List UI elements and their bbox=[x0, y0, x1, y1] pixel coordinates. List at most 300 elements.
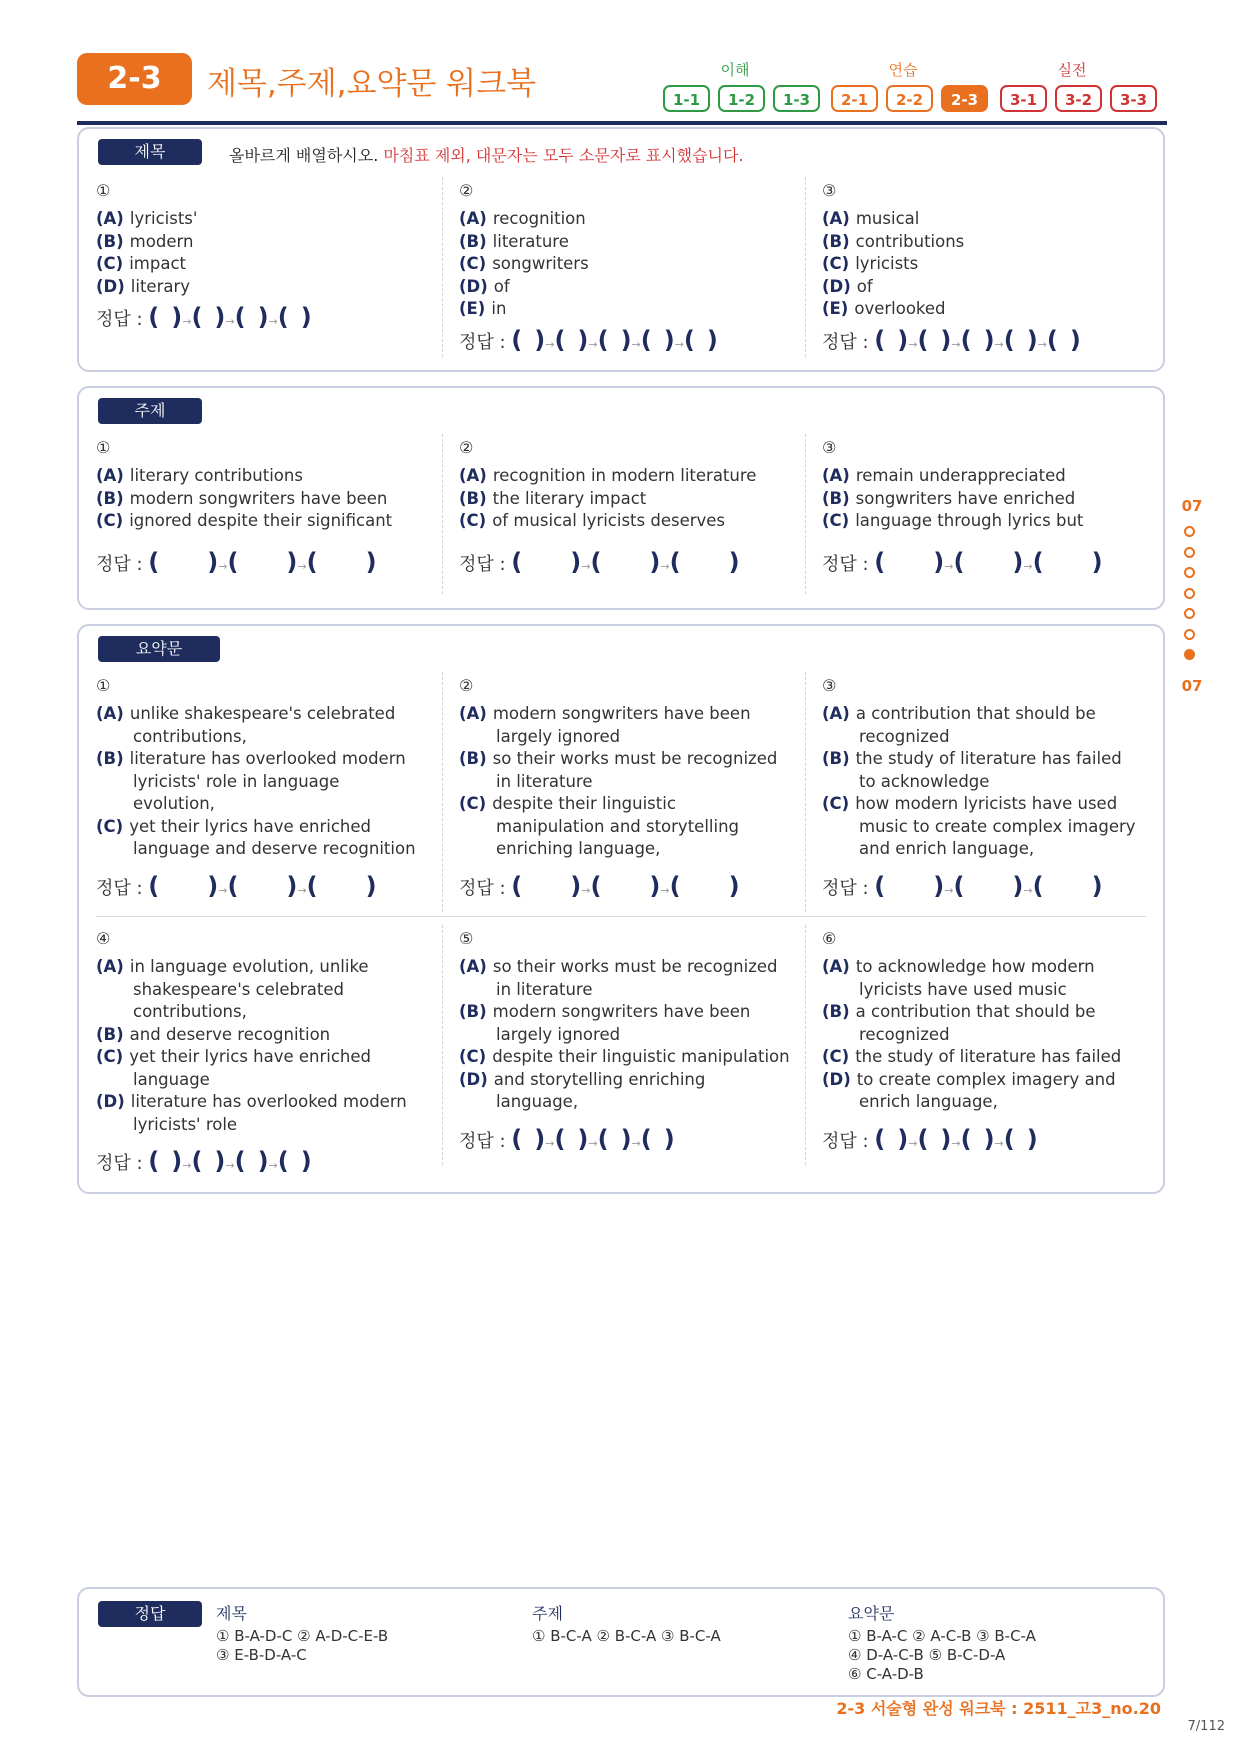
option-text: literature has overlooked modern bbox=[130, 1092, 407, 1111]
arrow-icon: → bbox=[581, 883, 591, 897]
option-line bbox=[822, 511, 1083, 530]
option-text: literary bbox=[130, 276, 191, 296]
option-letter: (D) bbox=[822, 276, 851, 296]
answer-blank[interactable]: ( ) bbox=[960, 1124, 995, 1153]
answer-blank[interactable]: ( ) bbox=[683, 325, 718, 354]
option-line bbox=[459, 704, 751, 723]
answer-label: 정답 : bbox=[459, 877, 512, 899]
option-line bbox=[459, 466, 756, 485]
answer-blank[interactable]: ( ) bbox=[511, 325, 546, 354]
option-text: yet their lyrics have enriched bbox=[129, 1047, 372, 1066]
option-text: of bbox=[856, 276, 873, 296]
option-text: of bbox=[493, 276, 510, 296]
option-line bbox=[96, 254, 186, 273]
column-divider bbox=[442, 672, 443, 912]
option-text: lyricists' role in language bbox=[133, 771, 340, 791]
answer-slots[interactable] bbox=[459, 326, 718, 354]
answer-blank[interactable]: ( ) bbox=[234, 303, 269, 331]
option-letter: (C) bbox=[96, 511, 124, 530]
option-line bbox=[496, 1025, 620, 1044]
level-tab-1-2[interactable]: 1-2 bbox=[718, 85, 765, 112]
question-number: ② bbox=[459, 181, 474, 200]
level-tab-1-3[interactable]: 1-3 bbox=[773, 85, 820, 112]
answer-blank[interactable]: ( ) bbox=[1032, 547, 1103, 576]
option-text: shakespeare's celebrated bbox=[133, 979, 344, 999]
arrow-icon: → bbox=[1037, 337, 1047, 351]
option-line bbox=[496, 727, 620, 746]
title-panel bbox=[77, 127, 1165, 372]
option-line bbox=[459, 489, 646, 508]
option-text: largely ignored bbox=[496, 726, 621, 746]
option-text: recognized bbox=[859, 1024, 950, 1044]
answer-title-heading: 제목 bbox=[216, 1604, 247, 1623]
answer-blank[interactable]: ( ) bbox=[960, 325, 995, 354]
column-divider bbox=[805, 672, 806, 912]
question-number: ② bbox=[459, 676, 474, 695]
side-nav-bottom: 07 bbox=[1181, 677, 1203, 695]
answer-blank[interactable]: ( ) bbox=[874, 1124, 909, 1153]
option-line bbox=[96, 1047, 371, 1066]
answer-blank[interactable]: ( ) bbox=[640, 1124, 675, 1153]
option-text: in language evolution, unlike bbox=[129, 957, 369, 976]
answer-blank[interactable]: ( ) bbox=[917, 325, 952, 354]
arrow-icon: → bbox=[908, 1136, 918, 1150]
option-line bbox=[822, 1070, 1116, 1089]
option-line bbox=[96, 817, 371, 836]
option-text: so their works must be recognized bbox=[492, 749, 778, 768]
option-line bbox=[822, 1047, 1121, 1066]
answer-blank[interactable]: ( ) bbox=[953, 547, 1024, 576]
answer-blank[interactable]: ( ) bbox=[227, 871, 298, 900]
option-text: the study of literature has failed bbox=[855, 749, 1122, 768]
option-line bbox=[96, 1025, 330, 1044]
option-line bbox=[496, 817, 739, 836]
arrow-icon: → bbox=[268, 1159, 278, 1172]
instruction bbox=[229, 143, 744, 166]
option-line bbox=[459, 232, 569, 251]
question-number: ⑤ bbox=[459, 929, 474, 948]
option-line bbox=[459, 209, 586, 228]
option-letter: (A) bbox=[822, 466, 850, 485]
answer-blank[interactable]: ( ) bbox=[277, 303, 312, 331]
answer-blank[interactable]: ( ) bbox=[874, 547, 945, 576]
answer-label: 정답 : bbox=[822, 877, 875, 899]
option-line bbox=[822, 1002, 1096, 1021]
arrow-icon: → bbox=[1023, 559, 1033, 573]
topic-panel bbox=[77, 386, 1165, 610]
option-letter: (A) bbox=[96, 704, 124, 723]
side-nav-dot[interactable] bbox=[1184, 629, 1195, 640]
side-nav-dot[interactable] bbox=[1184, 588, 1195, 599]
answer-blank[interactable]: ( ) bbox=[277, 1147, 312, 1175]
level-tab-2-3[interactable]: 2-3 bbox=[941, 85, 988, 112]
option-text: language, bbox=[496, 1092, 579, 1111]
answer-blank[interactable]: ( ) bbox=[227, 547, 298, 576]
option-letter: (A) bbox=[459, 209, 487, 228]
footer-text: 2-3 서술형 완성 워크북 : 2511_고3_no.20 bbox=[836, 1699, 1161, 1718]
answer-blank[interactable]: ( ) bbox=[1032, 871, 1103, 900]
answer-blank[interactable]: ( ) bbox=[511, 547, 582, 576]
option-line bbox=[96, 277, 190, 296]
answer-blank[interactable]: ( ) bbox=[874, 871, 945, 900]
option-text: musical bbox=[855, 209, 920, 228]
topic-tag: 주제 bbox=[98, 398, 202, 424]
option-letter: (E) bbox=[822, 299, 849, 318]
option-letter: (B) bbox=[822, 231, 850, 251]
arrow-icon: → bbox=[268, 315, 278, 328]
instruction-note: 마침표 제외, 대문자는 모두 소문자로 표시했습니다. bbox=[383, 146, 744, 165]
answer-slots[interactable] bbox=[459, 548, 740, 576]
option-line bbox=[859, 1092, 998, 1111]
option-letter: (C) bbox=[96, 254, 124, 273]
answer-line: ⑥ C-A-D-B bbox=[848, 1665, 924, 1683]
answer-blank[interactable]: ( ) bbox=[874, 325, 909, 354]
option-line bbox=[822, 749, 1122, 768]
option-text: a contribution that should be bbox=[855, 1002, 1096, 1021]
option-letter: (A) bbox=[96, 209, 124, 228]
answer-label: 정답 : bbox=[96, 309, 149, 330]
level-tab-3-2[interactable]: 3-2 bbox=[1055, 85, 1102, 112]
option-text: lyricists have used music bbox=[859, 979, 1067, 999]
option-text: ignored despite their significant bbox=[129, 511, 393, 530]
option-letter: (B) bbox=[822, 749, 850, 768]
option-letter: (D) bbox=[459, 276, 488, 296]
option-letter: (B) bbox=[459, 1002, 487, 1021]
option-text: contributions bbox=[855, 231, 965, 251]
answer-label: 정답 : bbox=[96, 1153, 149, 1174]
level-tab-2-2[interactable]: 2-2 bbox=[886, 85, 933, 112]
answer-blank[interactable]: ( ) bbox=[148, 547, 219, 576]
option-line bbox=[822, 254, 918, 273]
page-number: 7/112 bbox=[1187, 1719, 1225, 1734]
arrow-icon: → bbox=[944, 559, 954, 573]
answer-blank[interactable]: ( ) bbox=[191, 1147, 226, 1175]
answer-blank[interactable]: ( ) bbox=[306, 547, 377, 576]
header-divider bbox=[77, 121, 1167, 125]
arrow-icon: → bbox=[674, 337, 684, 351]
arrow-icon: → bbox=[545, 1136, 555, 1150]
column-divider bbox=[442, 434, 443, 594]
option-text: songwriters have enriched bbox=[855, 488, 1076, 508]
option-text: language bbox=[133, 1069, 210, 1089]
arrow-icon: → bbox=[297, 559, 307, 573]
option-text: contributions, bbox=[133, 1002, 247, 1021]
option-line bbox=[822, 232, 964, 251]
answer-slots[interactable] bbox=[822, 1125, 1038, 1153]
answer-blank[interactable]: ( ) bbox=[511, 871, 582, 900]
answer-blank[interactable]: ( ) bbox=[1003, 1124, 1038, 1153]
answer-key-panel bbox=[77, 1587, 1165, 1697]
option-letter: (D) bbox=[459, 1069, 488, 1089]
answer-label: 정답 : bbox=[459, 1130, 512, 1152]
arrow-icon: → bbox=[951, 1136, 961, 1150]
option-line bbox=[96, 749, 406, 768]
option-text: the study of literature has failed bbox=[855, 1047, 1122, 1066]
option-text: remain underappreciated bbox=[855, 466, 1066, 485]
option-line bbox=[859, 839, 1034, 858]
option-text: and deserve recognition bbox=[129, 1024, 331, 1044]
option-letter: (A) bbox=[459, 466, 487, 485]
arrow-icon: → bbox=[660, 559, 670, 573]
option-text: manipulation and storytelling bbox=[496, 816, 740, 836]
answer-slots[interactable] bbox=[822, 548, 1103, 576]
option-line bbox=[496, 980, 592, 999]
question-number: ③ bbox=[822, 438, 837, 457]
answer-blank[interactable]: ( ) bbox=[597, 1124, 632, 1153]
page-title: 제목,주제,요약문 워크북 bbox=[207, 66, 537, 102]
level-tab-3-1[interactable]: 3-1 bbox=[1000, 85, 1047, 112]
option-letter: (A) bbox=[459, 704, 487, 723]
arrow-icon: → bbox=[994, 337, 1004, 351]
option-letter: (B) bbox=[822, 488, 850, 508]
option-line bbox=[96, 704, 395, 723]
answer-label: 정답 : bbox=[822, 331, 875, 353]
option-line bbox=[133, 1070, 210, 1089]
level-group-label-2: 실전 bbox=[1057, 61, 1087, 79]
option-line bbox=[133, 1115, 237, 1134]
answer-slots[interactable] bbox=[96, 548, 377, 576]
column-divider bbox=[805, 434, 806, 594]
option-text: so their works must be recognized bbox=[492, 957, 778, 976]
option-line bbox=[96, 1092, 407, 1111]
option-line bbox=[859, 980, 1067, 999]
answer-blank[interactable]: ( ) bbox=[590, 871, 661, 900]
option-line bbox=[96, 511, 392, 530]
option-text: and enrich language, bbox=[859, 839, 1035, 858]
answer-blank[interactable]: ( ) bbox=[306, 871, 377, 900]
option-line bbox=[496, 772, 592, 791]
question-number: ② bbox=[459, 438, 474, 457]
answer-blank[interactable]: ( ) bbox=[554, 1124, 589, 1153]
answer-label: 정답 : bbox=[96, 553, 149, 575]
option-text: music to create complex imagery bbox=[859, 816, 1136, 836]
option-line bbox=[96, 466, 303, 485]
option-text: lyricists' bbox=[129, 209, 198, 228]
answer-blank[interactable]: ( ) bbox=[191, 303, 226, 331]
option-letter: (D) bbox=[96, 276, 125, 296]
answer-blank[interactable]: ( ) bbox=[1046, 325, 1081, 354]
answer-blank[interactable]: ( ) bbox=[148, 1147, 183, 1175]
answer-summary-heading: 요약문 bbox=[848, 1604, 895, 1623]
option-text: in bbox=[491, 299, 507, 318]
answer-slots[interactable] bbox=[822, 326, 1081, 354]
option-line bbox=[496, 1092, 578, 1111]
arrow-icon: → bbox=[297, 883, 307, 897]
option-letter: (C) bbox=[822, 794, 850, 813]
arrow-icon: → bbox=[588, 1136, 598, 1150]
option-line bbox=[133, 1002, 247, 1021]
option-letter: (C) bbox=[96, 816, 124, 836]
arrow-icon: → bbox=[631, 1136, 641, 1150]
option-letter: (C) bbox=[459, 1047, 487, 1066]
option-text: language through lyrics but bbox=[855, 511, 1084, 530]
option-text: modern bbox=[129, 231, 194, 251]
option-text: modern songwriters have been bbox=[129, 488, 388, 508]
answer-blank[interactable]: ( ) bbox=[1003, 325, 1038, 354]
answer-slots[interactable] bbox=[96, 1147, 312, 1175]
answer-blank[interactable]: ( ) bbox=[669, 871, 740, 900]
option-text: literature bbox=[492, 231, 569, 251]
option-line bbox=[859, 727, 950, 746]
option-letter: (B) bbox=[459, 488, 487, 508]
answer-blank[interactable]: ( ) bbox=[148, 303, 183, 331]
option-text: to create complex imagery and bbox=[856, 1069, 1116, 1089]
option-text: the literary impact bbox=[492, 488, 647, 508]
answer-topic-heading: 주제 bbox=[532, 1604, 563, 1623]
option-letter: (C) bbox=[459, 794, 487, 813]
option-text: in literature bbox=[496, 771, 593, 791]
option-letter: (D) bbox=[96, 1092, 125, 1111]
summary-panel bbox=[77, 624, 1165, 1194]
option-line bbox=[459, 277, 510, 296]
level-tab-3-3[interactable]: 3-3 bbox=[1110, 85, 1157, 112]
arrow-icon: → bbox=[951, 337, 961, 351]
instruction-text: 올바르게 배열하시오. bbox=[229, 146, 379, 165]
answer-blank[interactable]: ( ) bbox=[590, 547, 661, 576]
arrow-icon: → bbox=[545, 337, 555, 351]
answer-blank[interactable]: ( ) bbox=[640, 325, 675, 354]
answer-blank[interactable]: ( ) bbox=[669, 547, 740, 576]
arrow-icon: → bbox=[1023, 883, 1033, 897]
arrow-icon: → bbox=[218, 559, 228, 573]
option-text: songwriters bbox=[492, 254, 589, 273]
arrow-icon: → bbox=[182, 1159, 192, 1172]
answer-blank[interactable]: ( ) bbox=[148, 871, 219, 900]
option-text: enriching language, bbox=[496, 839, 661, 858]
option-letter: (C) bbox=[822, 254, 850, 273]
answer-slots[interactable] bbox=[96, 872, 377, 900]
option-text: despite their linguistic bbox=[492, 794, 676, 813]
option-text: modern songwriters have been bbox=[492, 704, 751, 723]
option-line bbox=[133, 794, 215, 813]
column-divider bbox=[442, 925, 443, 1165]
option-text: yet their lyrics have enriched bbox=[129, 816, 372, 836]
option-letter: (A) bbox=[822, 957, 850, 976]
side-nav-dot[interactable] bbox=[1184, 567, 1195, 578]
option-line bbox=[459, 957, 778, 976]
option-line bbox=[459, 1047, 790, 1066]
option-letter: (B) bbox=[96, 1024, 124, 1044]
option-line bbox=[822, 299, 946, 318]
answer-slots[interactable] bbox=[822, 872, 1103, 900]
option-text: evolution, bbox=[133, 794, 215, 813]
answer-label: 정답 : bbox=[822, 553, 875, 575]
question-number: ① bbox=[96, 438, 111, 457]
option-text: recognition bbox=[492, 209, 586, 228]
question-number: ① bbox=[96, 181, 111, 200]
answer-blank[interactable]: ( ) bbox=[953, 871, 1024, 900]
option-line bbox=[859, 1025, 950, 1044]
option-text: unlike shakespeare's celebrated bbox=[129, 704, 396, 723]
option-text: contributions, bbox=[133, 726, 247, 746]
level-group-label-1: 연습 bbox=[888, 61, 918, 79]
option-line bbox=[822, 957, 1095, 976]
answer-blank[interactable]: ( ) bbox=[597, 325, 632, 354]
answer-blank[interactable]: ( ) bbox=[234, 1147, 269, 1175]
question-number: ④ bbox=[96, 929, 111, 948]
option-line bbox=[459, 749, 777, 768]
row-divider bbox=[96, 916, 1146, 917]
column-divider bbox=[442, 177, 443, 357]
option-line bbox=[822, 704, 1096, 723]
answer-label: 정답 : bbox=[96, 877, 149, 899]
option-line bbox=[822, 466, 1066, 485]
answer-slots[interactable] bbox=[96, 303, 312, 331]
option-text: despite their linguistic manipulation bbox=[492, 1047, 790, 1066]
answer-slots[interactable] bbox=[459, 1125, 675, 1153]
side-nav-dot[interactable] bbox=[1184, 526, 1195, 537]
option-letter: (E) bbox=[459, 299, 486, 318]
option-letter: (A) bbox=[459, 957, 487, 976]
option-line bbox=[96, 957, 369, 976]
option-letter: (C) bbox=[96, 1047, 124, 1066]
arrow-icon: → bbox=[225, 315, 235, 328]
option-letter: (A) bbox=[822, 209, 850, 228]
option-letter: (C) bbox=[459, 511, 487, 530]
question-number: ③ bbox=[822, 181, 837, 200]
option-text: enrich language, bbox=[859, 1092, 998, 1111]
answer-slots[interactable] bbox=[459, 872, 740, 900]
side-nav-dot[interactable] bbox=[1184, 547, 1195, 558]
arrow-icon: → bbox=[218, 883, 228, 897]
option-text: a contribution that should be bbox=[855, 704, 1096, 723]
level-group-label-0: 이해 bbox=[720, 61, 750, 79]
answer-label: 정답 : bbox=[459, 331, 512, 353]
arrow-icon: → bbox=[908, 337, 918, 351]
option-letter: (B) bbox=[822, 1002, 850, 1021]
option-letter: (A) bbox=[822, 704, 850, 723]
option-text: overlooked bbox=[854, 299, 946, 318]
option-line bbox=[459, 511, 725, 530]
level-tab-2-1[interactable]: 2-1 bbox=[831, 85, 878, 112]
option-line bbox=[822, 794, 1117, 813]
answer-line: ④ D-A-C-B ⑤ B-C-D-A bbox=[848, 1646, 1006, 1664]
option-line bbox=[96, 232, 193, 251]
arrow-icon: → bbox=[631, 337, 641, 351]
answer-key-tag: 정답 bbox=[98, 1601, 202, 1627]
option-letter: (C) bbox=[822, 1047, 850, 1066]
answer-blank[interactable]: ( ) bbox=[917, 1124, 952, 1153]
level-tab-1-1[interactable]: 1-1 bbox=[663, 85, 710, 112]
answer-blank[interactable]: ( ) bbox=[554, 325, 589, 354]
column-divider bbox=[805, 177, 806, 357]
side-nav-dot[interactable] bbox=[1184, 649, 1195, 660]
option-letter: (B) bbox=[459, 749, 487, 768]
option-line bbox=[822, 489, 1075, 508]
arrow-icon: → bbox=[588, 337, 598, 351]
title-tag: 제목 bbox=[98, 139, 202, 165]
arrow-icon: → bbox=[660, 883, 670, 897]
option-letter: (C) bbox=[822, 511, 850, 530]
option-text: to acknowledge bbox=[859, 771, 990, 791]
side-nav-dot[interactable] bbox=[1184, 608, 1195, 619]
option-text: language and deserve recognition bbox=[133, 839, 416, 858]
option-line bbox=[133, 772, 339, 791]
option-line bbox=[459, 1002, 750, 1021]
option-text: largely ignored bbox=[496, 1024, 621, 1044]
option-line bbox=[859, 817, 1136, 836]
answer-blank[interactable]: ( ) bbox=[511, 1124, 546, 1153]
option-line bbox=[133, 980, 344, 999]
option-text: literary contributions bbox=[129, 466, 303, 485]
option-letter: (D) bbox=[822, 1069, 851, 1089]
option-line bbox=[96, 209, 197, 228]
arrow-icon: → bbox=[581, 559, 591, 573]
option-text: to acknowledge how modern bbox=[855, 957, 1095, 976]
option-letter: (B) bbox=[96, 488, 124, 508]
option-text: in literature bbox=[496, 979, 593, 999]
arrow-icon: → bbox=[944, 883, 954, 897]
